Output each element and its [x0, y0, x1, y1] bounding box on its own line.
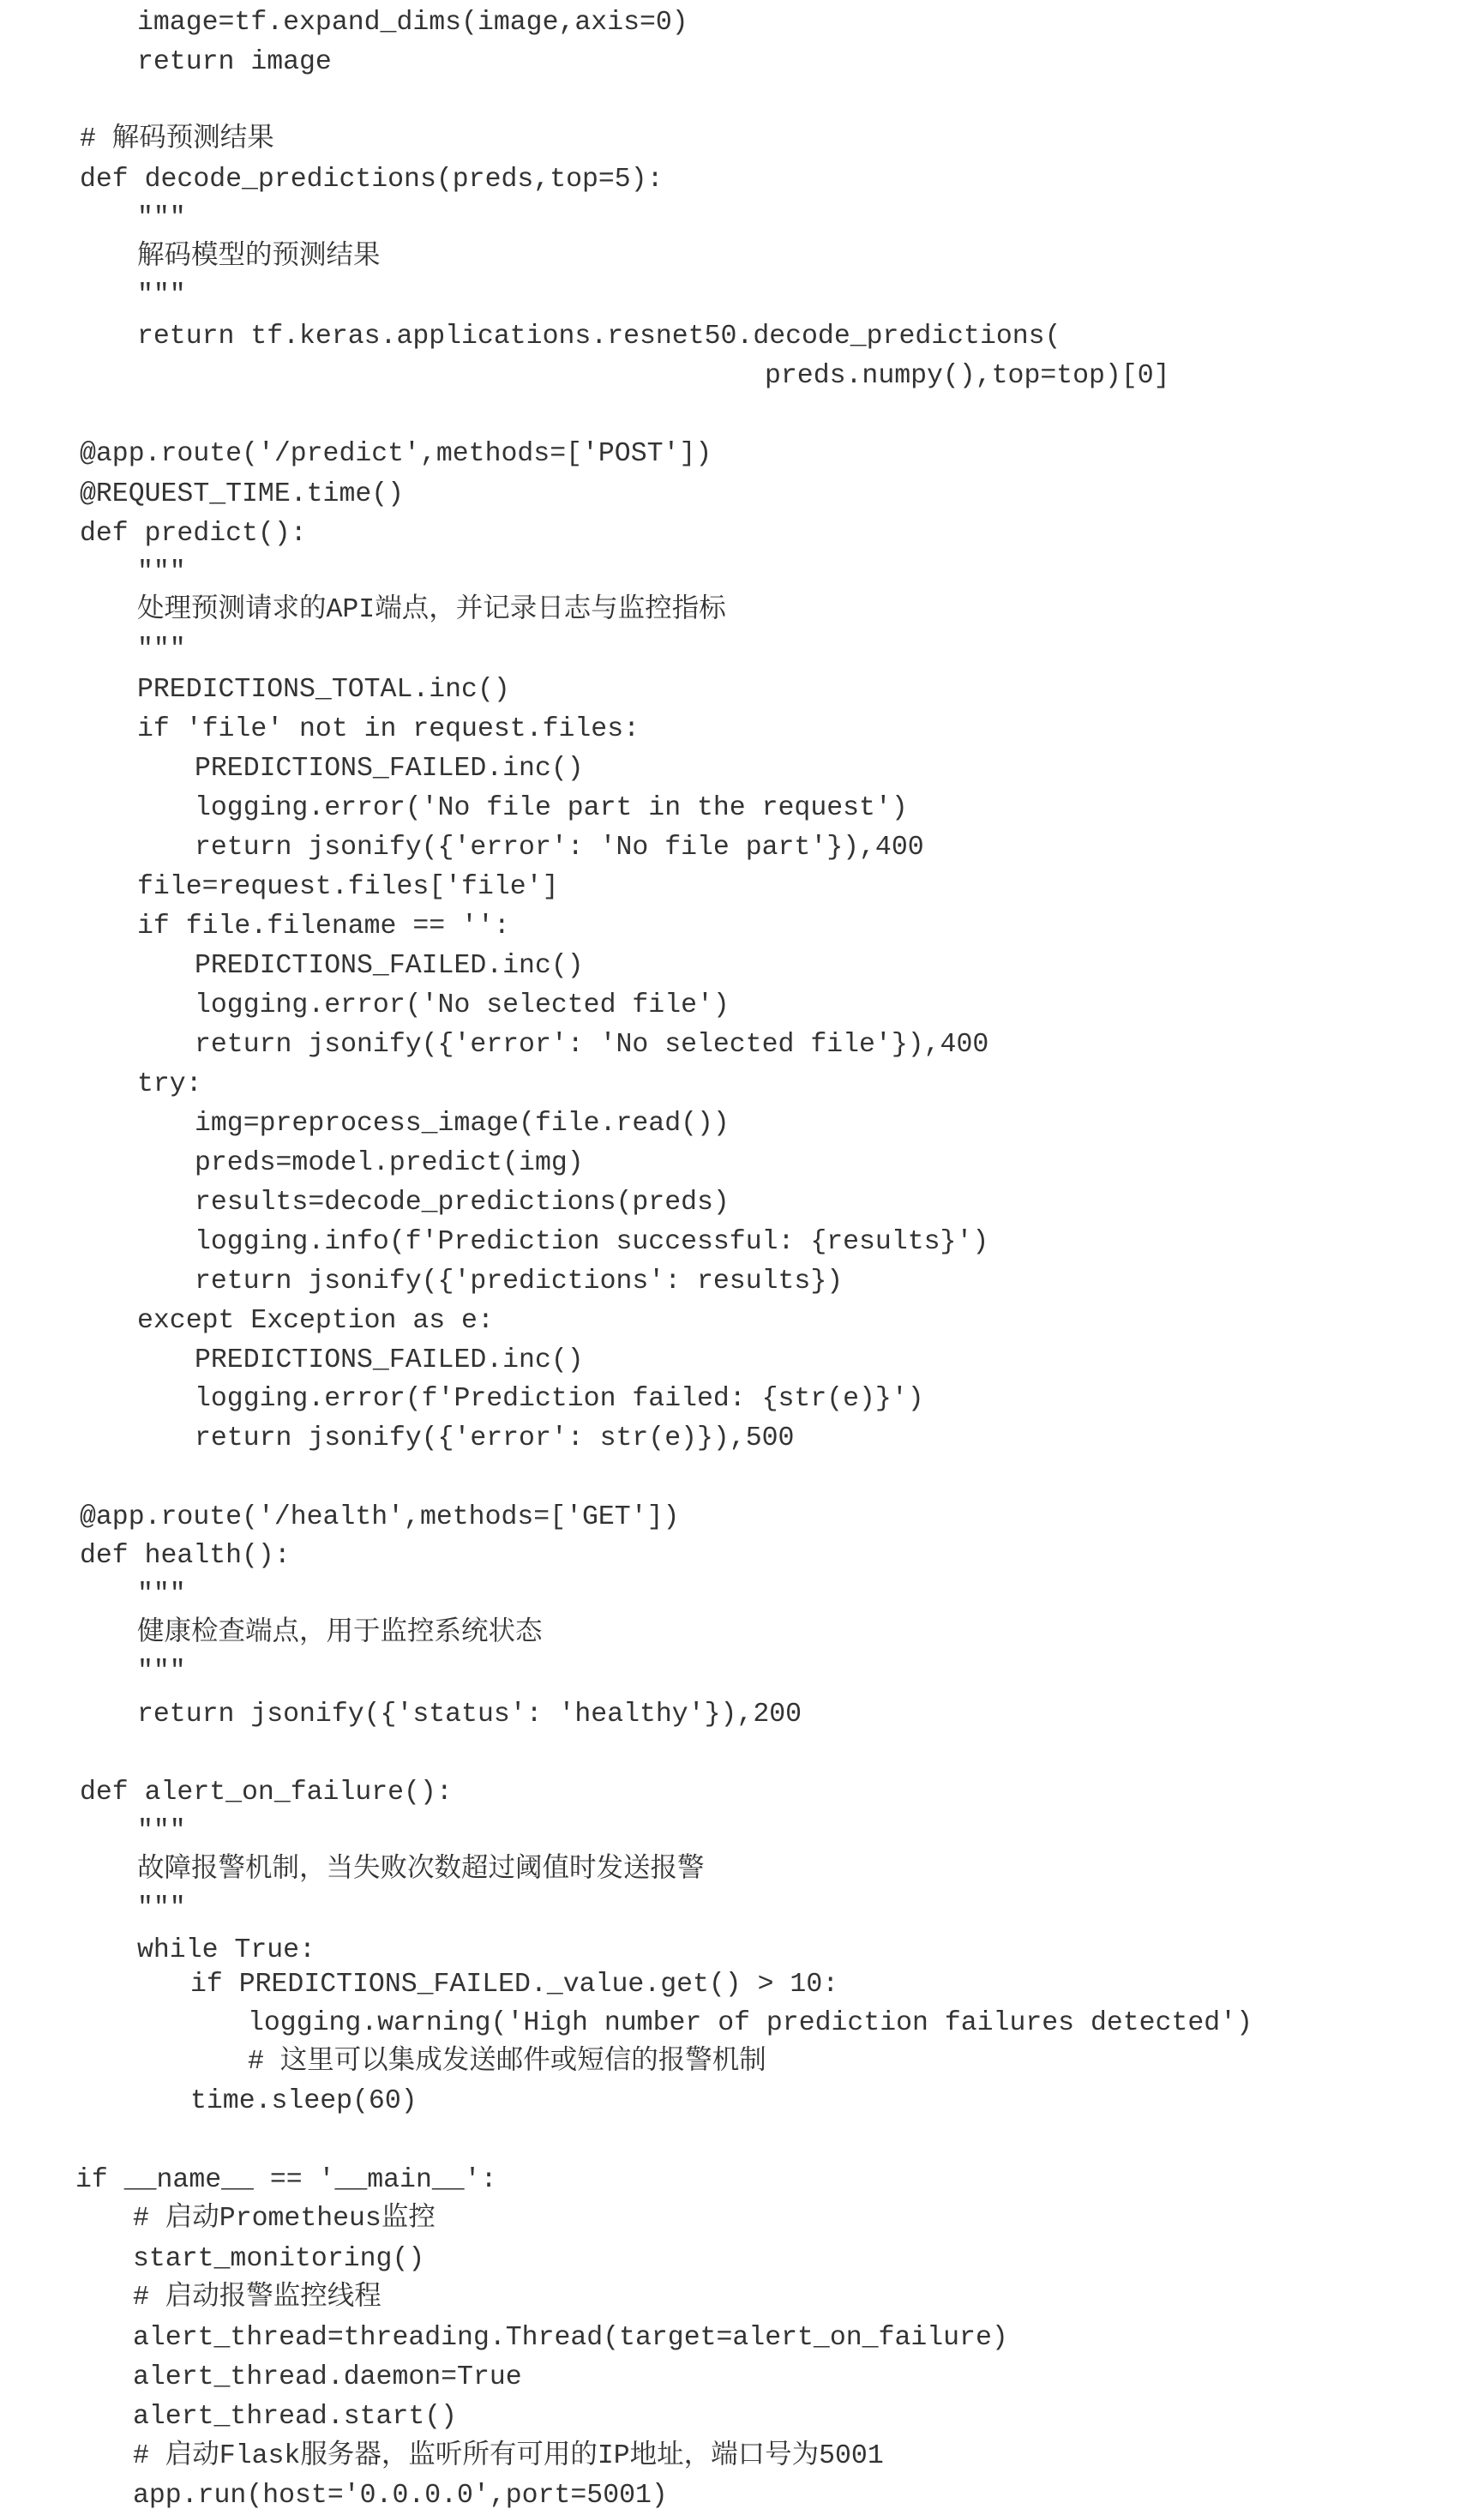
code-line: # 这里可以集成发送邮件或短信的报警机制 — [248, 2047, 766, 2077]
code-line: alert_thread=threading.Thread(target=alert_on_failure) — [133, 2323, 1008, 2353]
code-line: preds.numpy(),top=top)[0] — [765, 361, 1170, 391]
code-line: PREDICTIONS_TOTAL.inc() — [137, 675, 510, 705]
code-line: return jsonify({'error': 'No selected file'}),400 — [195, 1030, 989, 1060]
code-line: img=preprocess_image(file.read()) — [195, 1109, 730, 1139]
code-line: return jsonify({'error': str(e)}),500 — [195, 1423, 795, 1453]
code-line: alert_thread.start() — [133, 2402, 458, 2432]
code-line: """ — [137, 635, 186, 665]
code-line: logging.error(f'Prediction failed: {str(e)}') — [195, 1384, 924, 1414]
code-line: return image — [137, 47, 332, 77]
code-line: # 启动报警监控线程 — [133, 2283, 382, 2313]
code-line: try: — [137, 1069, 202, 1099]
code-line: time.sleep(60) — [190, 2086, 418, 2116]
code-line: # 启动Flask服务器，监听所有可用的IP地址，端口号为5001 — [133, 2441, 884, 2471]
code-line: file=request.files['file'] — [137, 872, 559, 902]
code-line: """ — [137, 1816, 186, 1846]
code-line: @REQUEST_TIME.time() — [80, 479, 405, 509]
code-line: preds=model.predict(img) — [195, 1148, 584, 1178]
code-line: # 启动Prometheus监控 — [133, 2204, 436, 2234]
code-line: app.run(host='0.0.0.0',port=5001) — [133, 2481, 668, 2511]
code-line: """ — [137, 1893, 186, 1923]
code-line: return jsonify({'error': 'No file part'}),400 — [195, 833, 924, 863]
code-line: 解码模型的预测结果 — [137, 242, 381, 272]
code-line: if PREDICTIONS_FAILED._value.get() > 10: — [190, 1970, 839, 2000]
code-line: PREDICTIONS_FAILED.inc() — [195, 754, 584, 784]
code-line: 处理预测请求的API端点，并记录日志与监控指标 — [137, 595, 726, 625]
code-line: 健康检查端点，用于监控系统状态 — [137, 1618, 543, 1648]
code-line: PREDICTIONS_FAILED.inc() — [195, 951, 584, 981]
code-line: if __name__ == '__main__': — [75, 2165, 497, 2195]
code-line: logging.warning('High number of prediction failures detected') — [248, 2008, 1253, 2038]
code-line: if file.filename == '': — [137, 912, 510, 942]
code-line: # 解码预测结果 — [80, 124, 274, 154]
code-line: start_monitoring() — [133, 2244, 425, 2274]
code-line: PREDICTIONS_FAILED.inc() — [195, 1345, 584, 1375]
code-line: """ — [137, 557, 186, 587]
code-line: if 'file' not in request.files: — [137, 714, 640, 744]
code-line: def health(): — [80, 1541, 291, 1571]
code-line: 故障报警机制，当失败次数超过阈值时发送报警 — [137, 1855, 705, 1885]
code-line: logging.info(f'Prediction successful: {results}') — [195, 1227, 989, 1257]
code-line: while True: — [137, 1935, 315, 1965]
code-line: return tf.keras.applications.resnet50.decode_predictions( — [137, 322, 1061, 352]
code-line: @app.route('/predict',methods=['POST']) — [80, 439, 712, 469]
code-line: return jsonify({'predictions': results}) — [195, 1267, 844, 1297]
code-line: """ — [137, 1579, 186, 1609]
code-line: logging.error('No file part in the request') — [195, 793, 908, 823]
code-line: except Exception as e: — [137, 1306, 494, 1336]
code-line: alert_thread.daemon=True — [133, 2362, 522, 2392]
code-line: def decode_predictions(preds,top=5): — [80, 165, 664, 195]
code-line: results=decode_predictions(preds) — [195, 1188, 730, 1218]
code-line: """ — [137, 280, 186, 310]
code-line: image=tf.expand_dims(image,axis=0) — [137, 8, 688, 38]
code-line: """ — [137, 1657, 186, 1687]
code-line: @app.route('/health',methods=['GET']) — [80, 1502, 680, 1532]
code-line: def alert_on_failure(): — [80, 1778, 453, 1808]
code-line: return jsonify({'status': 'healthy'}),200 — [137, 1700, 802, 1730]
code-line: def predict(): — [80, 519, 307, 549]
code-line: logging.error('No selected file') — [195, 990, 730, 1020]
code-line: """ — [137, 203, 186, 233]
